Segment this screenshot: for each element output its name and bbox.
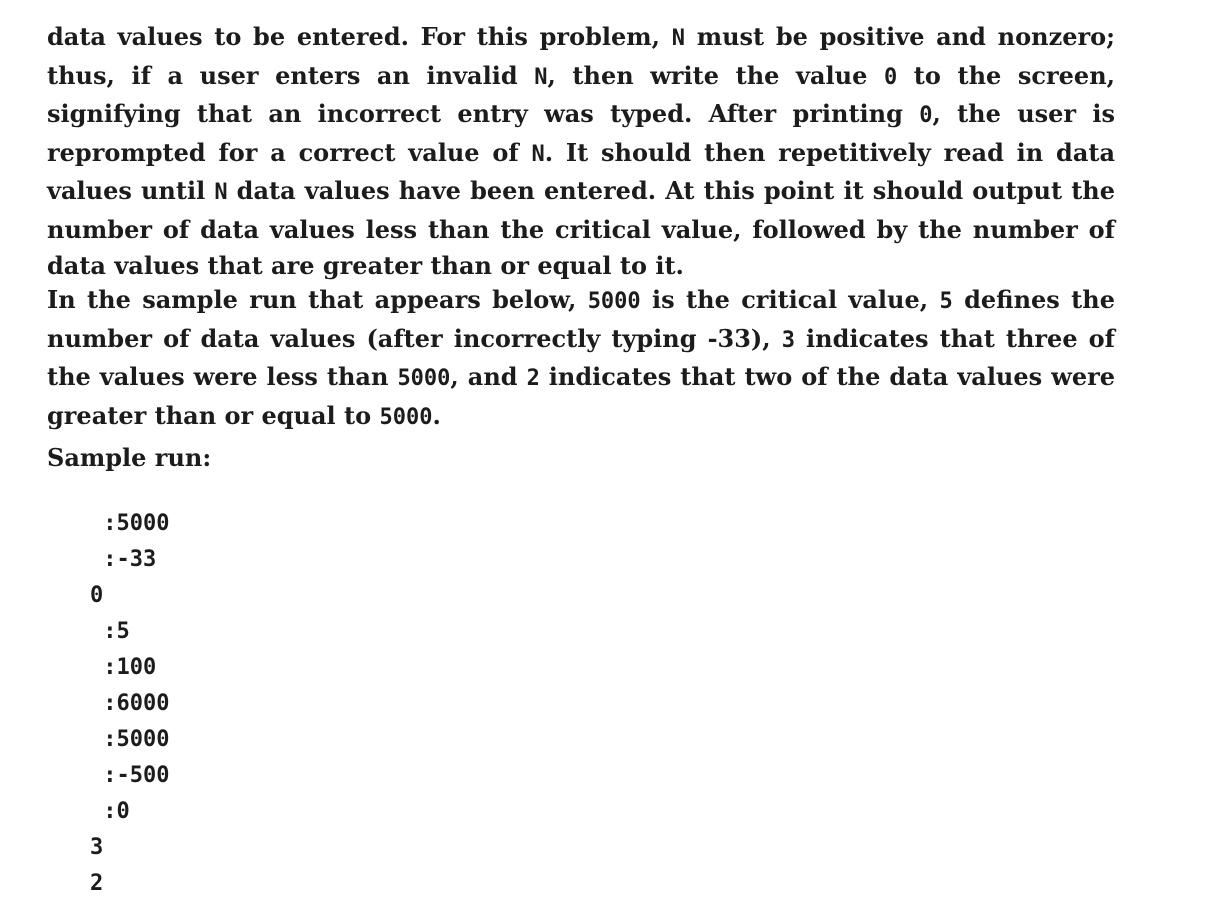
inline-code: 5000 [587,289,641,314]
terminal-line: :5 [90,619,130,644]
text-segment: defines the number of data values (after incorrectly typing -33), [47,285,1115,353]
text-segment: . [432,400,441,430]
inline-code: 5 [939,289,953,314]
terminal-line: :5000 [90,511,170,536]
sample-run-output [90,506,169,902]
terminal-line: 3 [90,835,104,860]
inline-code: 5000 [397,366,451,391]
terminal-line: :100 [90,655,157,680]
inline-code: N [214,180,228,205]
inline-code: 0 [883,64,898,90]
text-segment: indicates that two of the data values were greater than or equal to [47,362,1116,430]
inline-code: N [671,26,685,51]
text-segment: to the screen, signifying that an incorrect entry was typed. After printing [47,60,1116,128]
inline-code: 5000 [379,404,433,430]
sample-run-heading: Sample run: [47,443,212,472]
text-segment: data values have been entered. At this point it should output the number of data values less than the critical value, followed by the number of data values that are greater than or equal to it. [47,176,1115,280]
terminal-line: :-500 [90,763,170,788]
text-segment: indicates that three of the values were less than [47,323,1115,391]
terminal-line: :-33 [90,547,157,572]
paragraph-problem-description [47,19,1115,285]
inline-code: 3 [781,327,795,353]
terminal-line: :0 [90,799,130,824]
text-segment: must be positive and nonzero; thus, if a user enters an invalid [47,22,1116,90]
terminal-line: 0 [90,583,104,608]
text-segment: , and [450,362,527,391]
text-segment: , then write the value [547,60,884,90]
inline-code: 2 [526,366,540,391]
inline-code: N [531,141,545,167]
text-segment: In the sample run that appears below, [47,285,588,314]
inline-code: 0 [919,103,933,128]
text-segment: is the critical value, [640,285,940,314]
terminal-line: 2 [90,871,104,896]
inline-code: N [534,64,548,90]
paragraph-sample-explanation [47,282,1115,436]
text-segment: data values to be entered. For this problem, [47,22,672,51]
terminal-line: :6000 [90,691,170,716]
terminal-line: :5000 [90,727,170,752]
text-segment: , the user is reprompted for a correct value of [47,99,1115,167]
text-segment: . It should then repetitively read in data values until [47,137,1116,205]
